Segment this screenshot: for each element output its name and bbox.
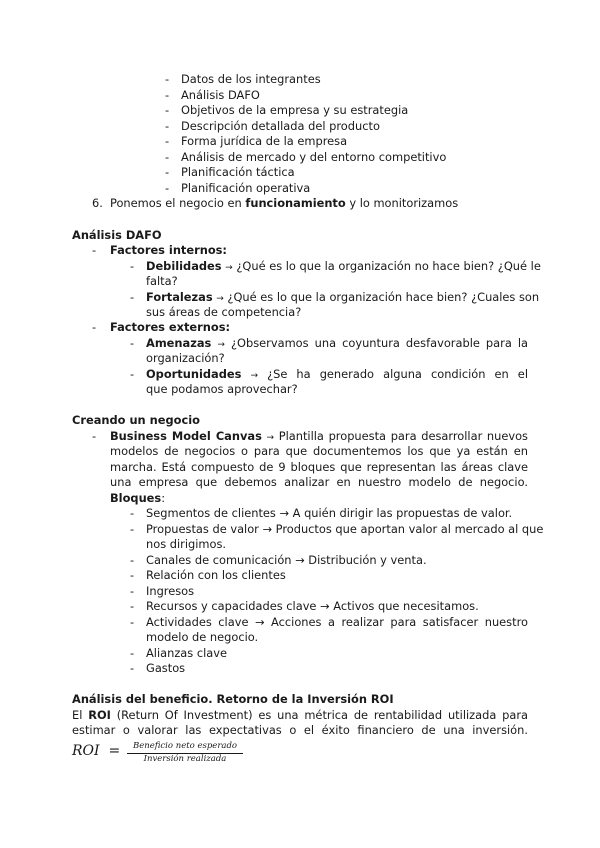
bloque-item: Segmentos de clientes → A quién dirigir las propuestas de valor. — [146, 506, 513, 520]
factores-externos-label: Factores externos: — [110, 320, 231, 334]
sublist-item: Objetivos de la empresa y su estrategia — [181, 103, 409, 117]
bloque-item-cont: modelo de negocio. — [146, 630, 259, 644]
dash: - — [165, 88, 170, 102]
oportunidades-line2: que podamos aprovechar? — [146, 382, 298, 396]
dash: - — [130, 522, 135, 536]
bloque-item: Relación con los clientes — [146, 568, 286, 582]
bloque-item: Actividades clave → Acciones a realizar para satisfacer nuestro — [146, 615, 528, 629]
debilidades-line2: falta? — [146, 274, 178, 288]
bloque-item: Alianzas clave — [146, 646, 227, 660]
formula-denominator: Inversión realizada — [143, 754, 227, 764]
dash: - — [130, 661, 135, 675]
roi-paragraph-line1: El ROI (Return Of Investment) es una métrica de rentabilidad utilizada para — [72, 708, 528, 722]
factores-internos-label: Factores internos: — [110, 243, 227, 257]
section-heading-dafo: Análisis DAFO — [72, 228, 162, 242]
dash: - — [130, 599, 135, 613]
dash: - — [130, 506, 135, 520]
sublist-item: Planificación táctica — [181, 165, 295, 179]
step-6-text: Ponemos el negocio en funcionamiento y lo monitorizamos — [110, 196, 459, 210]
bmc-line4: una empresa que debemos analizar en nuestro modelo de negocio. — [110, 475, 528, 489]
dash: - — [130, 584, 135, 598]
dash: - — [130, 336, 135, 350]
bmc-line1: Business Model Canvas → Plantilla propuesta para desarrollar nuevos — [110, 429, 528, 443]
dash: - — [130, 615, 135, 629]
dash: - — [92, 429, 97, 443]
formula-numerator: Beneficio neto esperado — [132, 741, 238, 751]
dash: - — [130, 259, 135, 273]
bloque-item: Canales de comunicación → Distribución y venta. — [146, 553, 427, 567]
dash: - — [130, 568, 135, 582]
sublist-item: Análisis DAFO — [181, 88, 260, 102]
dash: - — [130, 646, 135, 660]
sublist-item: Planificación operativa — [181, 181, 311, 195]
dash: - — [165, 165, 170, 179]
dash: - — [92, 243, 97, 257]
sublist-item: Forma jurídica de la empresa — [181, 134, 348, 148]
dash: - — [165, 103, 170, 117]
dash: - — [165, 134, 170, 148]
debilidades-line1: Debilidades → ¿Qué es lo que la organización no hace bien? ¿Qué le — [146, 259, 541, 273]
bmc-line2: modelos de negocios o para que documentemos los que ya están en — [110, 444, 528, 458]
bloque-item-cont: nos dirigimos. — [146, 537, 227, 551]
list-number: 6. — [92, 196, 103, 210]
bloque-item: Gastos — [146, 661, 186, 675]
bmc-line3: marcha. Está compuesto de 9 bloques que representan las áreas clave — [110, 460, 528, 474]
fortalezas-line1: Fortalezas → ¿Qué es lo que la organización hace bien? ¿Cuales son — [146, 290, 540, 304]
dash: - — [130, 553, 135, 567]
bloque-item: Ingresos — [146, 584, 195, 598]
dash: - — [92, 320, 97, 334]
section-heading-negocio: Creando un negocio — [72, 413, 200, 427]
formula-lhs: ROI = — [72, 743, 121, 759]
bloques-label: Bloques: — [110, 491, 166, 505]
dash: - — [165, 72, 170, 86]
dash: - — [165, 119, 170, 133]
dash: - — [130, 367, 135, 381]
sublist-item: Datos de los integrantes — [181, 72, 321, 86]
section-heading-roi: Análisis del beneficio. Retorno de la Inversión ROI — [72, 692, 394, 706]
dash: - — [165, 150, 170, 164]
amenazas-line1: Amenazas → ¿Observamos una coyuntura desfavorable para la — [146, 336, 528, 350]
amenazas-line2: organización? — [146, 351, 225, 365]
oportunidades-line1: Oportunidades → ¿Se ha generado alguna condición en el — [146, 367, 528, 381]
sublist-item: Análisis de mercado y del entorno competitivo — [181, 150, 447, 164]
sublist-item: Descripción detallada del producto — [181, 119, 380, 133]
roi-paragraph-line2: estimar o valorar las expectativas o el éxito financiero de una inversión. — [72, 723, 528, 737]
dash: - — [165, 181, 170, 195]
bloque-item: Recursos y capacidades clave → Activos que necesitamos. — [146, 599, 479, 613]
dash: - — [130, 290, 135, 304]
bloque-item: Propuestas de valor → Productos que aportan valor al mercado al que — [146, 522, 544, 536]
fortalezas-line2: sus áreas de competencia? — [146, 305, 302, 319]
